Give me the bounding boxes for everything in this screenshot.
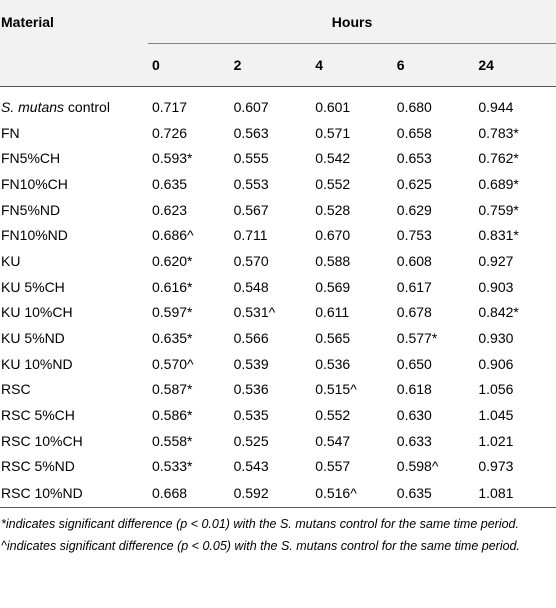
value-cell: 0.686^ [152, 227, 194, 244]
value-cell: 0.607 [233, 98, 269, 115]
hour-header-4: 4 [311, 44, 393, 87]
material-name: KU 5%CH [1, 278, 65, 295]
value-cell: 0.668 [148, 479, 230, 508]
material-name: KU 10%ND [1, 355, 73, 372]
value-cell: 0.566 [233, 330, 269, 347]
value-cell: 0.973 [478, 458, 514, 475]
value-cell: 0.535 [233, 407, 269, 424]
value-cell: 0.680 [396, 98, 432, 115]
value-cell: 0.617 [396, 278, 432, 295]
material-cell [0, 274, 148, 300]
value-cell: 0.783* [478, 124, 519, 141]
value-cell: 0.623 [152, 201, 188, 218]
value-cell: 0.635 [152, 175, 188, 192]
material-name: FN5%ND [1, 201, 61, 218]
table-row [0, 248, 556, 274]
material-cell [0, 300, 148, 326]
table-row [0, 300, 556, 326]
value-cell: 0.586* [152, 407, 193, 424]
hour-header-2: 2 [230, 44, 312, 87]
value-cell: 0.552 [315, 175, 351, 192]
material-name: RSC 5%ND [1, 458, 75, 475]
material-name: RSC 10%ND [1, 485, 83, 502]
value-cell: 0.593* [152, 150, 193, 167]
footnotes [0, 508, 556, 556]
header-row-hours [0, 44, 556, 87]
value-cell: 0.831* [478, 227, 519, 244]
value-cell: 0.658 [396, 124, 432, 141]
table-row [0, 428, 556, 454]
material-name: RSC 10%CH [1, 432, 83, 449]
value-cell: 0.726 [152, 124, 188, 141]
material-name: KU [1, 252, 21, 269]
value-cell: 0.515^ [315, 381, 357, 398]
table-row [0, 197, 556, 223]
value-cell: 0.558* [152, 432, 193, 449]
table-row [0, 402, 556, 428]
value-cell: 0.762* [478, 150, 519, 167]
material-cell [0, 248, 148, 274]
value-cell: 0.616* [152, 278, 193, 295]
value-cell: 0.650 [396, 355, 432, 372]
table-row [0, 222, 556, 248]
value-cell: 0.533* [152, 458, 193, 475]
table-row [0, 377, 556, 403]
table-row [0, 145, 556, 171]
material-cell [0, 145, 148, 171]
table-row [0, 171, 556, 197]
value-cell: 0.542 [315, 150, 351, 167]
value-cell: 0.547 [315, 432, 351, 449]
table-row [0, 351, 556, 377]
value-cell: 0.635 [393, 479, 475, 508]
value-cell: 0.588 [315, 252, 351, 269]
value-cell: 0.539 [233, 355, 269, 372]
value-cell: 0.653 [396, 150, 432, 167]
value-cell: 0.689* [478, 175, 519, 192]
value-cell: 0.592 [230, 479, 312, 508]
value-cell: 0.516^ [311, 479, 393, 508]
value-cell: 1.081 [474, 479, 556, 508]
table-row [0, 274, 556, 300]
value-cell: 0.531^ [233, 304, 276, 321]
value-cell: 0.678 [396, 304, 432, 321]
material-cell [0, 479, 148, 508]
material-name: control [64, 98, 110, 115]
material-cell [0, 325, 148, 351]
hours-header: Hours [148, 0, 556, 44]
value-cell: 0.620* [152, 252, 193, 269]
value-cell: 0.903 [478, 278, 514, 295]
material-cell [0, 94, 148, 120]
value-cell: 0.598^ [396, 458, 439, 475]
value-cell: 0.944 [478, 98, 514, 115]
value-cell: 0.528 [315, 201, 351, 218]
hour-header-0: 0 [148, 44, 230, 87]
material-cell [0, 454, 148, 480]
value-cell: 1.021 [478, 432, 514, 449]
material-name: KU 5%ND [1, 330, 65, 347]
table-row [0, 454, 556, 480]
hour-header-6: 6 [393, 44, 475, 87]
value-cell: 0.601 [315, 98, 351, 115]
value-cell: 0.525 [233, 432, 269, 449]
material-header-blank [0, 44, 148, 87]
material-cell [0, 222, 148, 248]
value-cell: 0.753 [396, 227, 432, 244]
value-cell: 0.563 [233, 124, 269, 141]
value-cell: 0.633 [396, 432, 432, 449]
value-cell: 0.552 [315, 407, 351, 424]
value-cell: 0.548 [233, 278, 269, 295]
value-cell: 0.543 [233, 458, 269, 475]
material-cell [0, 351, 148, 377]
value-cell: 0.842* [478, 304, 519, 321]
value-cell: 0.597* [152, 304, 193, 321]
material-cell [0, 197, 148, 223]
table-row [0, 325, 556, 351]
material-name: KU 10%CH [1, 304, 73, 321]
value-cell: 0.625 [396, 175, 432, 192]
value-cell: 0.570^ [152, 355, 194, 372]
header-row-top [0, 0, 556, 44]
material-name: FN5%CH [1, 150, 61, 167]
value-cell: 0.567 [233, 201, 269, 218]
value-cell: 0.629 [396, 201, 432, 218]
value-cell: 0.930 [478, 330, 514, 347]
value-cell: 0.553 [233, 175, 269, 192]
material-name: RSC 5%CH [1, 407, 75, 424]
value-cell: 0.670 [315, 227, 351, 244]
value-cell: 0.555 [233, 150, 269, 167]
value-cell: 0.759* [478, 201, 519, 218]
value-cell: 0.927 [478, 252, 514, 269]
value-cell: 1.045 [478, 407, 514, 424]
value-cell: 0.569 [315, 278, 351, 295]
value-cell: 0.536 [233, 381, 269, 398]
material-name: RSC [1, 381, 31, 398]
material-name-italic: S. mutans [1, 98, 65, 115]
material-cell [0, 402, 148, 428]
value-cell: 0.635* [152, 330, 193, 347]
value-cell: 0.570 [233, 252, 269, 269]
value-cell: 0.608 [396, 252, 432, 269]
material-cell [0, 171, 148, 197]
table-row [0, 120, 556, 146]
value-cell: 0.587* [152, 381, 193, 398]
value-cell: 0.711 [233, 227, 268, 244]
value-cell: 0.630 [396, 407, 432, 424]
value-cell: 0.577* [396, 330, 438, 347]
table-row [0, 94, 556, 120]
value-cell: 0.618 [396, 381, 432, 398]
footnote-p005: ^indicates significant difference (p < 0.05) with the S. mutans control for the same time period. [1, 539, 520, 554]
value-cell: 0.611 [315, 304, 350, 321]
value-cell: 0.571 [315, 124, 351, 141]
hour-header-24: 24 [474, 44, 556, 87]
material-name: FN [1, 124, 20, 141]
footnote-p001: *indicates significant difference (p < 0.01) with the S. mutans control for the same time period. [1, 517, 519, 532]
value-cell: 0.906 [478, 355, 514, 372]
material-name: FN10%CH [1, 175, 68, 192]
table-body [0, 94, 556, 508]
material-cell [0, 428, 148, 454]
table-row [0, 479, 556, 508]
value-cell: 0.557 [315, 458, 351, 475]
value-cell: 1.056 [478, 381, 514, 398]
value-cell: 0.536 [315, 355, 351, 372]
material-name: FN10%ND [1, 227, 68, 244]
material-cell [0, 377, 148, 403]
value-cell: 0.717 [152, 98, 188, 115]
material-header: Material [0, 0, 148, 44]
value-cell: 0.565 [315, 330, 351, 347]
material-cell [0, 120, 148, 146]
